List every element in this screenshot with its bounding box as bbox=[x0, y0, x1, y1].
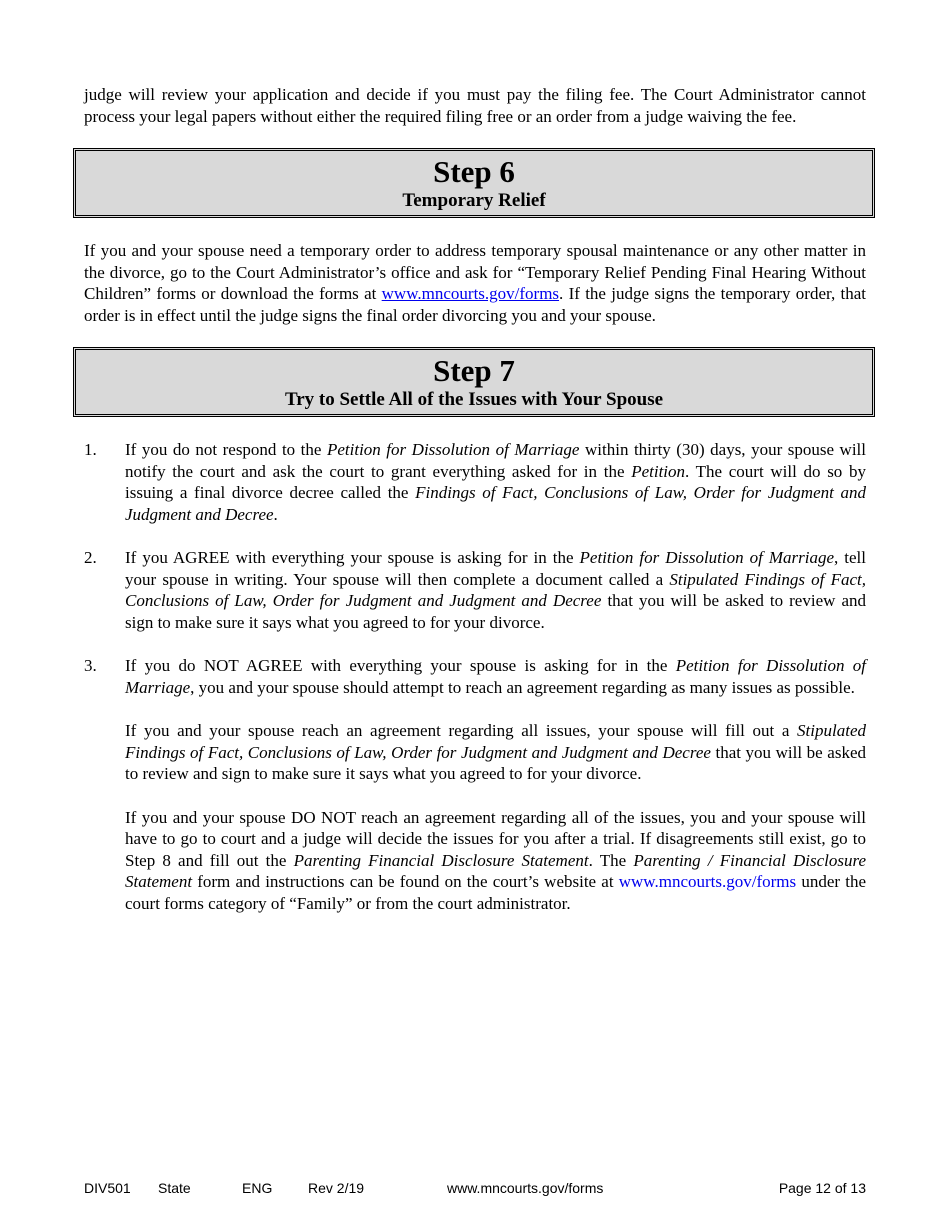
list-item bbox=[84, 439, 866, 525]
list-item-number: 3. bbox=[84, 656, 97, 675]
list-item-text bbox=[125, 547, 866, 633]
italic-run: Stipulated Findings of Fact, Conclusions of Law, Order for Judgment and Judgment and Decree bbox=[125, 721, 866, 762]
italic-run: Parenting / Financial Disclosure Statement bbox=[125, 850, 867, 891]
step7-title: Step 7 bbox=[433, 353, 515, 388]
text-run: . bbox=[273, 504, 278, 524]
page-footer bbox=[84, 1180, 866, 1198]
footer-revision: Rev 2/19 bbox=[308, 1180, 365, 1196]
step6-title: Step 6 bbox=[433, 154, 515, 189]
text-run: If you and your spouse DO NOT reach an agreement regarding all of the issues, you and your spouse will have to go to court and a judge will decide the issues for you after a trial. If disagreements still exist, go to Step 8 and fill out the bbox=[125, 807, 866, 870]
list-item-subparagraph bbox=[125, 720, 866, 785]
text-run: that you will be asked to review and sign to make sure it says what you agreed to for your divorce. bbox=[125, 591, 866, 632]
text-run: , you and your spouse should attempt to reach an agreement regarding as many issues as possible. bbox=[190, 677, 855, 697]
step6-text-b: . If the judge signs the temporary order, that order is in effect until the judge signs the final order divorcing you and your spouse. bbox=[84, 284, 867, 325]
list-item-number: 1. bbox=[84, 440, 97, 459]
text-run: . The court will do so by issuing a final divorce decree called the bbox=[125, 461, 866, 502]
forms-website-link[interactable]: www.mncourts.gov/forms bbox=[618, 872, 797, 891]
text-run: , tell your spouse in writing. Your spouse will then complete a document called a bbox=[125, 548, 866, 589]
italic-run: Petition for Dissolution of Marriage bbox=[326, 440, 580, 459]
step6-header-box bbox=[73, 148, 875, 218]
list-item bbox=[84, 655, 866, 914]
footer-page-number: Page 12 of 13 bbox=[778, 1180, 866, 1196]
text-run: that you will be asked to review and sign to make sure it says what you agreed to for your divorce. bbox=[125, 742, 866, 783]
italic-run: Petition for Dissolution of Marriage bbox=[125, 656, 866, 697]
list-item-subparagraph bbox=[125, 807, 866, 915]
text-run: If you do not respond to the bbox=[125, 440, 327, 459]
text-run: If you do NOT AGREE with everything your spouse is asking for in the bbox=[125, 656, 676, 675]
step6-text-a: If you and your spouse need a temporary order to address temporary spousal maintenance or any other matter in the divorce, go to the Court Administrator’s office and ask for “Temporary Relief Pending Final Hearing Without Children” forms or download the forms at bbox=[84, 241, 866, 303]
document-page bbox=[84, 84, 866, 936]
list-item-number: 2. bbox=[84, 548, 97, 567]
text-run: If you AGREE with everything your spouse is asking for in the bbox=[125, 548, 580, 567]
text-run: . The bbox=[588, 850, 634, 870]
step7-subtitle: Try to Settle All of the Issues with Your Spouse bbox=[284, 389, 664, 410]
intro-paragraph: judge will review your application and decide if you must pay the filing fee. The Court Administrator cannot process your legal papers without either the required filing free or an order from a judge waiving the fee. bbox=[84, 85, 866, 126]
footer-url: www.mncourts.gov/forms bbox=[447, 1180, 604, 1196]
list-item-text bbox=[125, 439, 866, 525]
italic-run: Parenting Financial Disclosure Statement bbox=[293, 850, 589, 870]
list-item-text bbox=[125, 655, 866, 698]
footer-state: State bbox=[158, 1180, 191, 1196]
step6-subtitle: Temporary Relief bbox=[402, 190, 546, 211]
step7-header-box bbox=[73, 347, 875, 417]
italic-run: Petition for Dissolution of Marriage bbox=[579, 548, 835, 567]
italic-run: Petition bbox=[631, 461, 686, 481]
step6-forms-link[interactable]: www.mncourts.gov/forms bbox=[381, 284, 560, 303]
footer-language: ENG bbox=[242, 1180, 273, 1196]
italic-run: Stipulated Findings of Fact, Conclusions of Law, Order for Judgment and Judgment and Decree bbox=[125, 569, 866, 610]
text-run: within thirty (30) days, your spouse will notify the court and ask the court to grant everything asked for in the bbox=[125, 440, 866, 481]
text-run: If you and your spouse reach an agreement regarding all issues, your spouse will fill out a bbox=[125, 721, 798, 740]
step7-list bbox=[84, 439, 866, 914]
text-run: under the court forms category of “Family” or from the court administrator. bbox=[125, 872, 866, 913]
italic-run: Findings of Fact, Conclusions of Law, Order for Judgment and Judgment and Decree bbox=[125, 483, 866, 524]
text-run: form and instructions can be found on the court’s website at bbox=[192, 872, 619, 891]
footer-form-id: DIV501 bbox=[84, 1180, 131, 1196]
step6-paragraph bbox=[84, 240, 866, 326]
list-item bbox=[84, 547, 866, 633]
